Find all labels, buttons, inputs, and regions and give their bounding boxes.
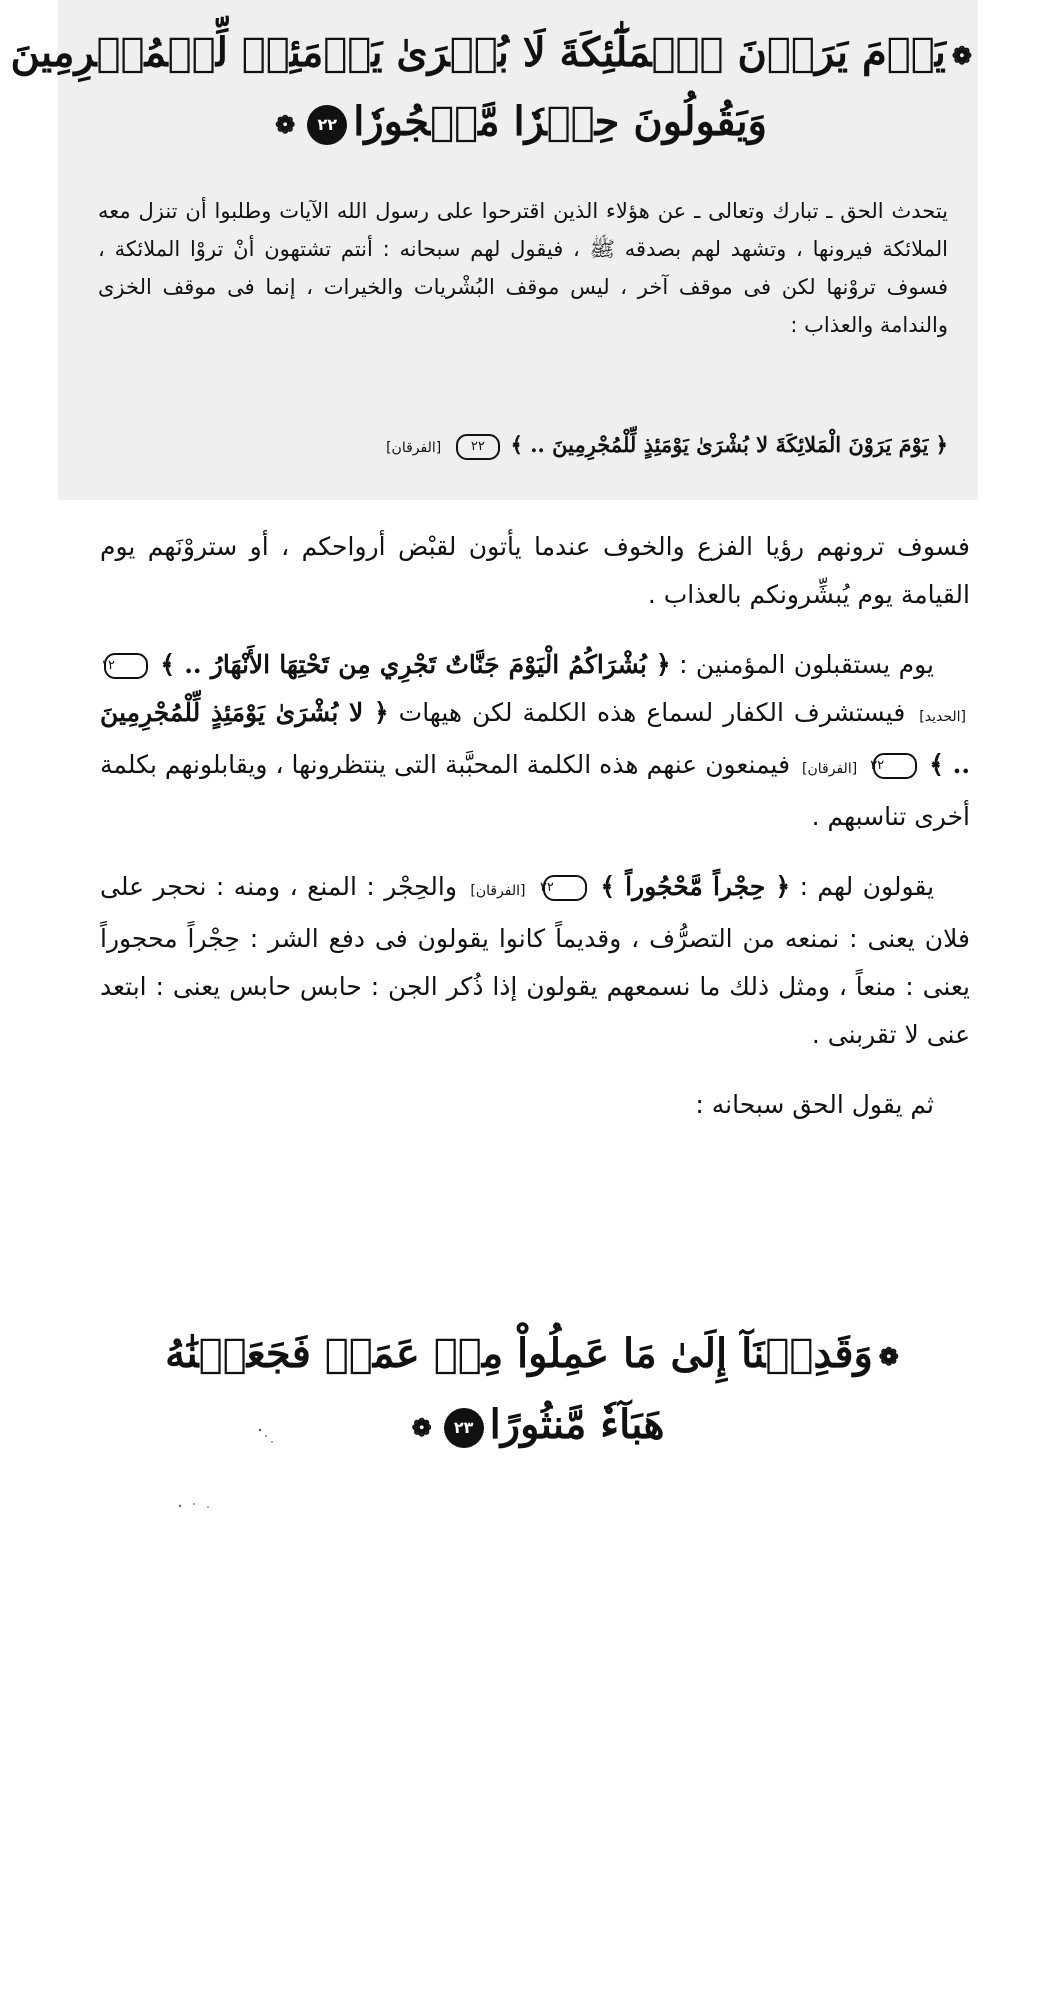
p3-rest: والحِجْر : المنع ، ومنه : نحجر على فلان يعنى : نمنعه من التصرُّف ، وقديماً كانوا يقولون فى دفع الشر : حِجْراً محجوراً يعنى : منعاً ، ومثل ذلك ما نسمعهم يقولون إذا ذُكر الجن : حابس حابس يعنى : ابتعد عنى لا تقربنى . xyxy=(100,872,970,1049)
ornament-close-icon: ❁ xyxy=(411,1413,432,1442)
p2-quote-2: ﴿ لا بُشْرَىٰ يَوْمَئِذٍ لِّلْمُجْرِمِينَ .. ﴾ xyxy=(100,698,971,779)
p2-middle: فيستشرف الكفار لسماع هذه الكلمة لكن هيهات xyxy=(398,698,906,727)
top-verse xyxy=(10,20,978,158)
bottom-verse-line-1 xyxy=(100,1320,970,1391)
top-verse-text-1: يَوۡمَ يَرَوۡنَ ٱلۡمَلَٰٓئِكَةَ لَا بُشۡرَىٰ يَوۡمَئِذٖ لِّلۡمُجۡرِمِينَ xyxy=(10,29,946,76)
quote-number-badge: ٢٢ xyxy=(456,434,500,460)
bottom-verse-text-1: وَقَدِمۡنَآ إِلَىٰ مَا عَمِلُواْ مِنۡ عَمَلٖ فَجَعَلۡنَٰهُ xyxy=(165,1330,873,1377)
p3-quote: ﴿ حِجْراً مَّحْجُوراً ﴾ xyxy=(600,872,791,901)
top-quote-text: ﴿ يَوْمَ يَرَوْنَ الْمَلائِكَةَ لا بُشْرَىٰ يَوْمَئِذٍ لِّلْمُجْرِمِينَ .. ﴾ xyxy=(510,432,948,457)
ornament-open-icon: ❁ xyxy=(951,41,972,70)
p2-source-2: [الفرقان] xyxy=(802,761,858,777)
p2-source-1: [الحديد] xyxy=(919,709,966,725)
tafsir-header-block xyxy=(10,0,978,500)
top-verse-text-2: وَيَقُولُونَ حِجۡرٗا مَّحۡجُورٗا xyxy=(353,98,767,145)
top-quote-line xyxy=(98,426,948,467)
p3-source: [الفرقان] xyxy=(470,883,526,899)
main-paragraph-4: ثم يقول الحق سبحانه : xyxy=(695,1090,934,1119)
ornament-open-icon: ❁ xyxy=(878,1342,899,1371)
scan-specks xyxy=(150,1420,290,1520)
main-tafsir-body xyxy=(100,523,970,1151)
top-tafsir-paragraph xyxy=(98,192,948,344)
p2-quote-1: ﴿ بُشْرَاكُمُ الْيَوْمَ جَنَّاتٌ تَجْرِي مِن تَحْتِهَا الأَنْهَارُ .. ﴾ xyxy=(160,650,671,679)
top-tafsir-text: يتحدث الحق ـ تبارك وتعالى ـ عن هؤلاء الذين اقترحوا على رسول الله الآيات وطلبوا أن تنزل معه الملائكة فيرونها ، وتشهد لهم بصدقه ﷺ ، فيقول لهم سبحانه : أنتم تشتهون أنْ تروْا الملائكة ، فسوف تروْنها لكن فى موقف آخر ، ليس موقف البُشْريات والخيرات ، إنما فى موقف الخزى والندامة والعذاب : xyxy=(98,199,948,337)
p3-number: ٢٢ xyxy=(543,875,587,901)
ayah-number-badge: ٢٢ xyxy=(307,105,347,145)
p2-intro: يوم يستقبلون المؤمنين : xyxy=(679,650,935,679)
p2-end: فيمنعون عنهم هذه الكلمة المحبَّبة التى ينتظرونها ، ويقابلونهم بكلمة أخرى تناسبهم . xyxy=(100,750,970,831)
ayah-number-badge: ٢٣ xyxy=(444,1408,484,1448)
main-paragraph-1: فسوف ترونهم رؤيا الفزع والخوف عندما يأتون لقبْض أرواحكم ، أو ستروْنَهم يوم القيامة يوم يُبشِّرونكم بالعذاب . xyxy=(100,532,970,609)
p3-intro: يقولون لهم : xyxy=(799,872,935,901)
ornament-close-icon: ❁ xyxy=(275,110,296,139)
p2-number-1: ١٢ xyxy=(104,653,148,679)
main-paragraph-2 xyxy=(100,641,970,841)
main-paragraph-3 xyxy=(100,863,970,1059)
top-verse-line-2 xyxy=(58,89,978,158)
quote-source: [الفرقان] xyxy=(386,440,442,456)
top-verse-line-1 xyxy=(10,20,978,89)
p2-number-2: ٢٢ xyxy=(873,753,917,779)
bottom-verse-text-2: هَبَآءٗ مَّنثُورًا xyxy=(489,1401,665,1448)
